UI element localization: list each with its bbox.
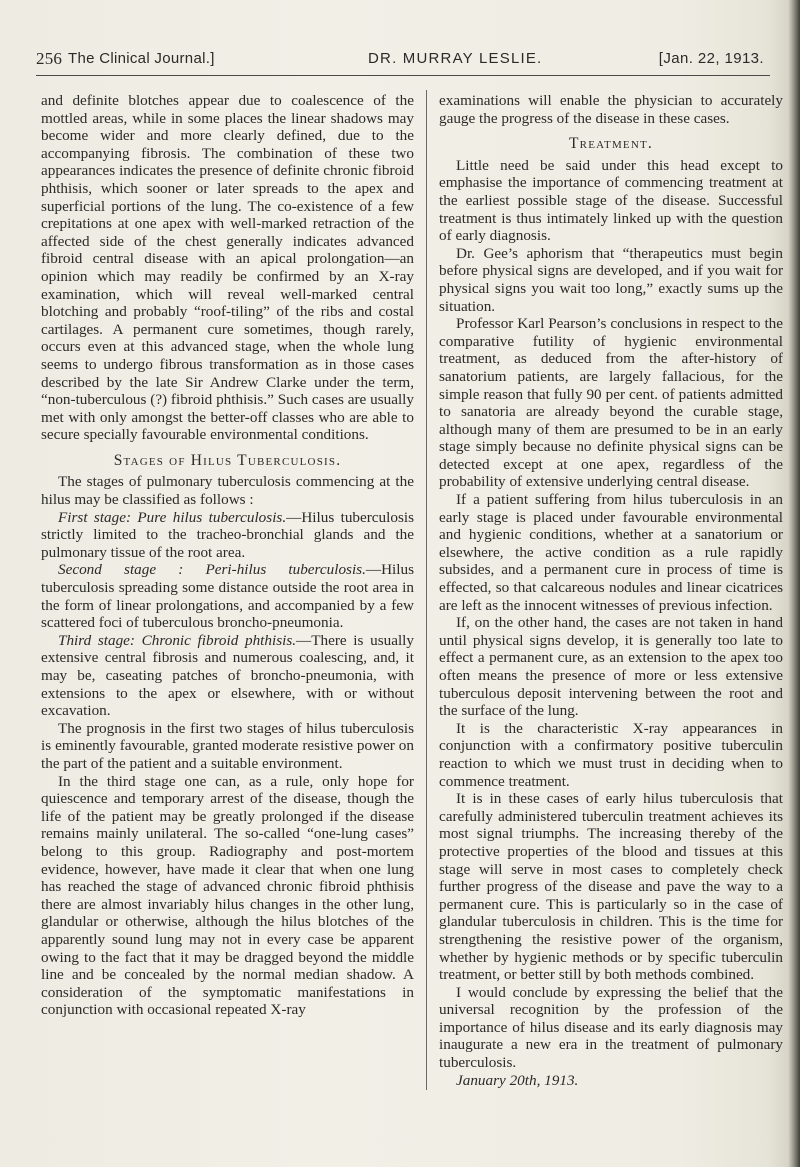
right-paragraph-2: Little need be said under this head except to emphasise the importance of commencing treatment at the earliest possible stage of the disease. Successful treatment is thus intimately linked up with the question of early diagnosis.	[439, 156, 783, 245]
left-column	[41, 92, 414, 1019]
signature-date: January 20th, 1913.	[456, 1071, 579, 1089]
left-paragraph-prognosis: The prognosis in the first two stages of hilus tuberculosis is eminently favourable, granted moderate resistive power on the part of the patient and a suitable environment.	[41, 719, 414, 772]
stage-1-label: First stage: Pure hilus tuberculosis.	[58, 508, 287, 526]
left-paragraph-third-stage: In the third stage one can, as a rule, only hope for quiescence and temporary arrest of the disease, though the life of the patient may be greatly prolonged if the disease remains mainly unilateral. The so-called “one-lung cases” belong to this group. Radiography and post-mortem evidence, however, have made it clear that when one lung has reached the stage of advanced chronic fibroid phthisis there are almost invariably hilus changes in the other lung, glandular or otherwise, although the hilus blotches of the apparently sound lung may not in every case be apparent owing to the fact that it may be dragged beyond the middle line and be concealed by the normal median shadow. A consideration of the symptomatic manifestations in conjunction with occasional repeated X-ray	[41, 772, 414, 1019]
section-heading-stages: Stages of Hilus Tuberculosis.	[113, 451, 342, 469]
right-paragraph-7: It is the characteristic X-ray appearances in conjunction with a confirmatory positive tuberculin reaction to which we must trust in deciding when to commence treatment.	[439, 719, 783, 790]
right-paragraph-3: Dr. Gee’s aphorism that “therapeutics must begin before physical signs are developed, and if you wait for physical signs you wait too long,” exactly sums up the situation.	[439, 244, 783, 315]
left-paragraph-2: The stages of pulmonary tuberculosis commencing at the hilus may be classified as follows :	[41, 473, 414, 509]
binding-edge-shadow	[788, 0, 800, 1167]
stage-1-text: —Hilus tuberculosis strictly limited to the tracheo-bronchial glands and the pulmonary tissue of the root area.	[41, 508, 414, 561]
right-paragraph-4: Professor Karl Pearson’s conclusions in respect to the comparative futility of hygienic environmental treatment, as deduced from the after-history of sanatorium patients, are largely fallacious, for the simple reason that fully 90 per cent. of patients admitted to sanatoria are already beyond the curable stage, although many of them are presumed to be in an early stage simply because no definite physical signs can be detected except at one apex, regardless of the probability of extensive underlying central disease.	[439, 315, 783, 491]
article-author: DR. MURRAY LESLIE.	[368, 50, 543, 67]
issue-date: [Jan. 22, 1913.	[658, 50, 764, 67]
stage-3-paragraph	[41, 632, 414, 720]
section-heading-treatment: Treatment.	[568, 135, 653, 153]
stage-2-label: Second stage : Peri-hilus tuberculosis.	[58, 561, 366, 579]
stage-2-text: —Hilus tuberculosis spreading some distance outside the root area in the form of linear prolongations, and accompanied by a few scattered foci of tuberculous broncho-pneumonia.	[41, 561, 414, 632]
right-paragraph-6: If, on the other hand, the cases are not taken in hand until physical signs develop, it is generally too late to effect a permanent cure, as an extension to the apex too often means the presence of more or less extensive tuberculous deposit intervening between the root and the surface of the lung.	[439, 614, 783, 720]
right-column	[439, 92, 783, 1089]
header-rule	[36, 75, 770, 76]
stage-2-paragraph	[41, 561, 414, 631]
right-paragraph-9: I would conclude by expressing the belief that the universal recognition by the profession of the importance of hilus disease and its early diagnosis may inaugurate a new era in the treatment of pulmonary tuberculosis.	[439, 983, 783, 1072]
left-paragraph-1: and definite blotches appear due to coalescence of the mottled areas, while in some places the linear shadows may become wider and more clearly defined, due to the accompanying fibrosis. The combination of these two appearances indicates the presence of definite chronic fibroid phthisis, which sooner or later spreads to the apex and superficial portions of the lung. The co-existence of a few crepitations at one apex with well-marked retraction of the affected side of the chest generally indicates advanced fibroid central disease with an apical prolongation—an opinion which may readily be confirmed by an X-ray examination, which will reveal well-marked central blotching and probably “roof-tiling” of the ribs and costal cartilages. A permanent cure sometimes, though rarely, occurs even at this advanced stage, when the whole lung seems to undergo fibrous transformation as in those cases described by the late Sir Andrew Clarke under the term, “non-tuberculous (?) fibroid phthisis.” Such cases are usually met with only amongst the better-off classes who are able to secure specially favourable environmental conditions.	[41, 92, 414, 444]
stage-3-text: —There is usually extensive central fibrosis and numerous coalescing, and, it may be, caseating patches of broncho-pneumonia, with extensions to the apex or elsewhere, with or without excavation.	[41, 631, 414, 720]
stage-3-label: Third stage: Chronic fibroid phthisis.	[58, 631, 297, 649]
right-paragraph-5: If a patient suffering from hilus tuberculosis in an early stage is placed under favourable environmental and hygienic conditions, whether at a sanatorium or elsewhere, the active condition as a rule rapidly subsides, and a permanent cure in process of time is effected, so that calcareous nodules and linear cicatrices are left as the innocent witnesses of previous infection.	[439, 491, 783, 614]
right-paragraph-1: examinations will enable the physician to accurately gauge the progress of the disease in these cases.	[439, 92, 783, 127]
right-paragraph-8: It is in these cases of early hilus tuberculosis that carefully administered tuberculin treatment achieves its most signal triumphs. The increasing thereby of the protective properties of the blood and tissues at this stage will serve in most cases to completely check further progress of the disease and pave the way to a permanent cure. This is particularly so in the case of glandular tuberculosis in children. This is the time for strengthening the resistive power of the organism, whether by hygienic methods or by specific tuberculin treatment, or better still by both methods combined.	[439, 790, 783, 984]
column-divider	[426, 90, 427, 1090]
page-number: 256	[36, 49, 63, 68]
running-header	[36, 49, 776, 73]
journal-title: The Clinical Journal.]	[68, 50, 215, 67]
stage-1-paragraph	[41, 509, 414, 562]
